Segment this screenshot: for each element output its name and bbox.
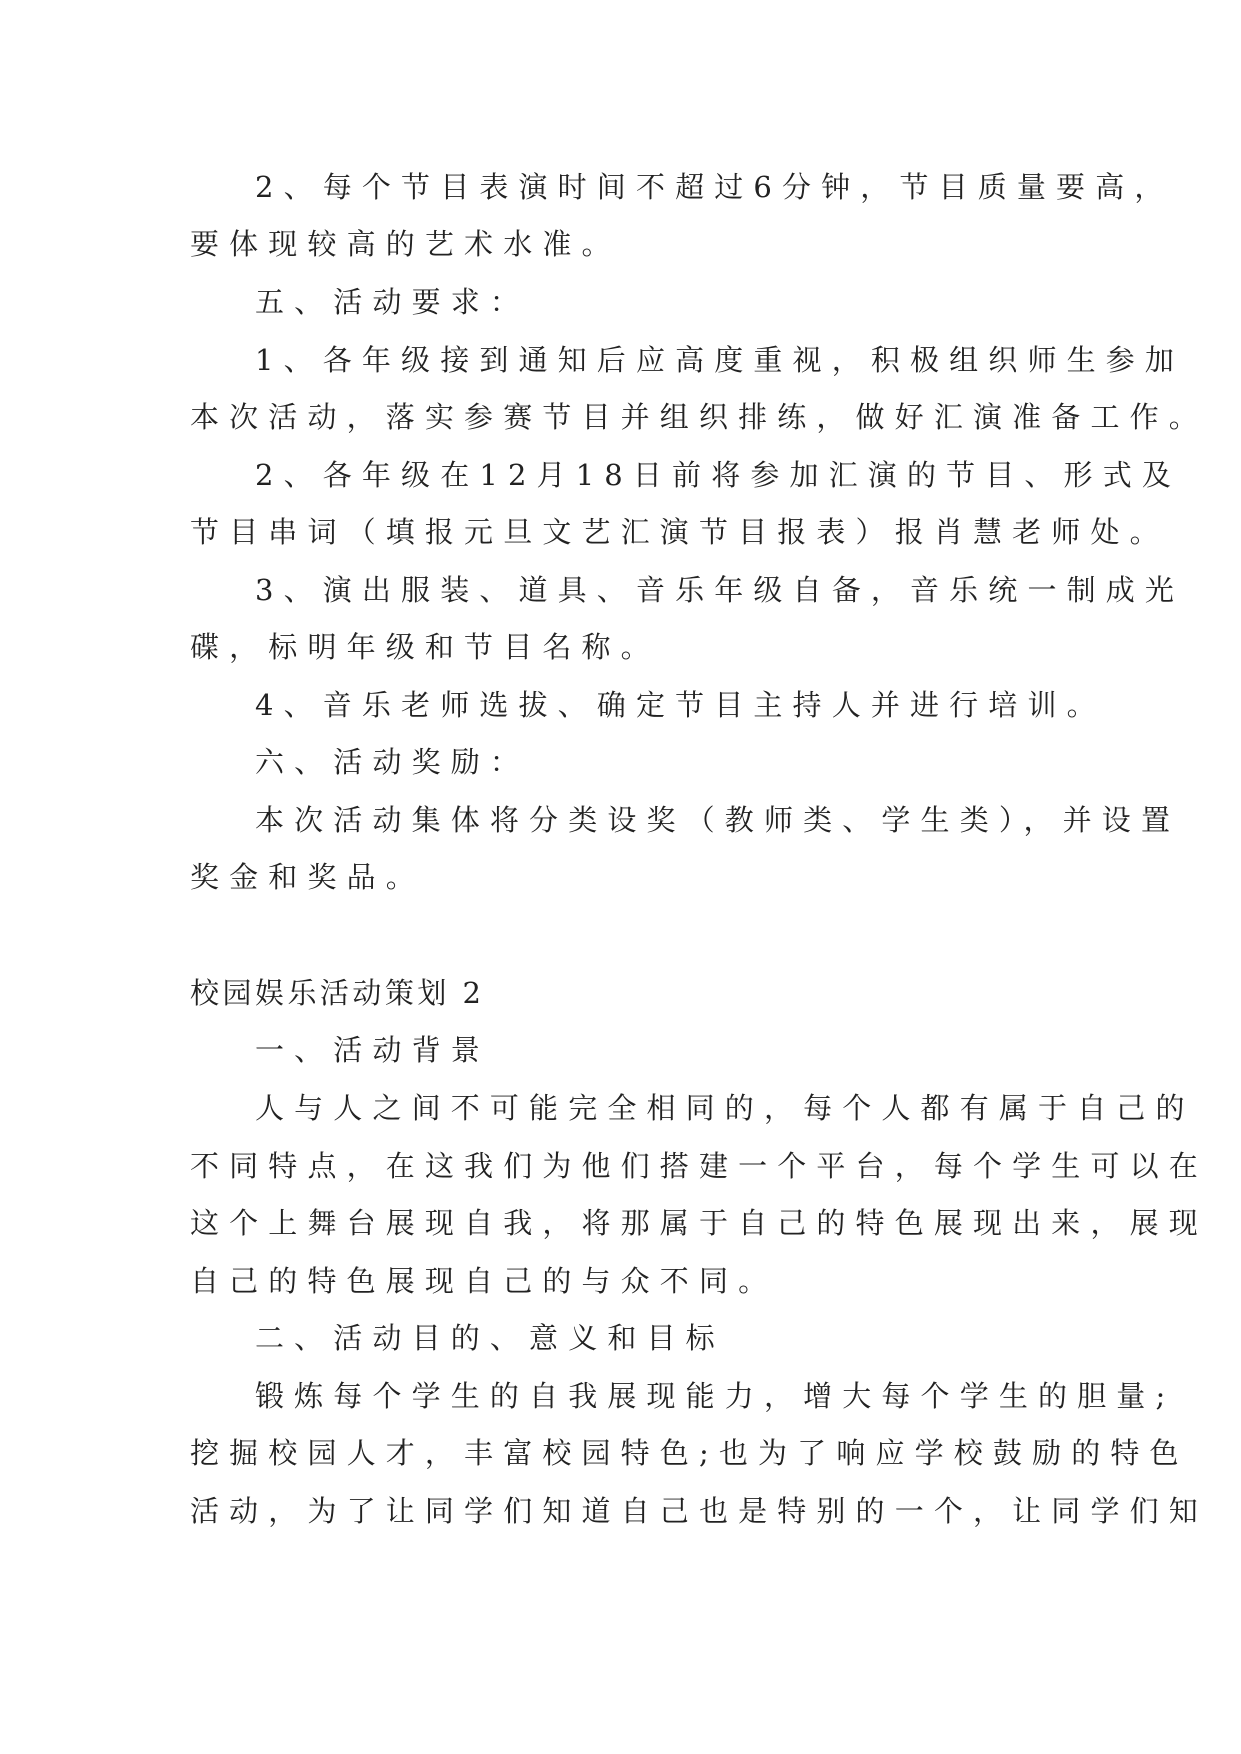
paragraph-line: 3、演出服装、道具、音乐年级自备，音乐统一制成光 <box>255 573 1185 607</box>
section-heading: 二、活动目的、意义和目标 <box>255 1321 725 1355</box>
paragraph-line: 碟，标明年级和节目名称。 <box>190 630 660 664</box>
paragraph-line: 4、音乐老师选拔、确定节目主持人并进行培训。 <box>255 688 1106 722</box>
paragraph-line: 挖掘校园人才，丰富校园特色;也为了响应学校鼓励的特色 <box>190 1436 1189 1470</box>
paragraph-line: 奖金和奖品。 <box>190 860 425 894</box>
paragraph-line: 这个上舞台展现自我，将那属于自己的特色展现出来，展现 <box>190 1206 1208 1240</box>
paragraph-line: 要体现较高的艺术水准。 <box>190 227 621 261</box>
paragraph-line: 活动，为了让同学们知道自己也是特别的一个，让同学们知 <box>190 1494 1208 1528</box>
paragraph-line: 自己的特色展现自己的与众不同。 <box>190 1264 778 1298</box>
paragraph-line: 本次活动，落实参赛节目并组织排练，做好汇演准备工作。 <box>190 400 1208 434</box>
paragraph-line: 节目串词（填报元旦文艺汇演节目报表）报肖慧老师处。 <box>190 515 1169 549</box>
paragraph-line: 本次活动集体将分类设奖（教师类、学生类），并设置 <box>255 803 1181 837</box>
paragraph-line: 2、每个节目表演时间不超过6分钟，节目质量要高， <box>255 170 1174 204</box>
paragraph-line: 不同特点，在这我们为他们搭建一个平台，每个学生可以在 <box>190 1149 1208 1183</box>
paragraph-line: 锻炼每个学生的自我展现能力，增大每个学生的胆量; <box>255 1379 1176 1413</box>
section-heading: 六、活动奖励： <box>255 745 530 779</box>
section-heading: 五、活动要求： <box>255 285 530 319</box>
paragraph-line: 1、各年级接到通知后应高度重视，积极组织师生参加 <box>255 343 1185 377</box>
paragraph-line: 人与人之间不可能完全相同的，每个人都有属于自己的 <box>255 1091 1195 1125</box>
section-heading: 一、活动背景 <box>255 1033 490 1067</box>
document-title: 校园娱乐活动策划 2 <box>190 976 485 1010</box>
paragraph-line: 2、各年级在12月18日前将参加汇演的节目、形式及 <box>255 458 1182 492</box>
